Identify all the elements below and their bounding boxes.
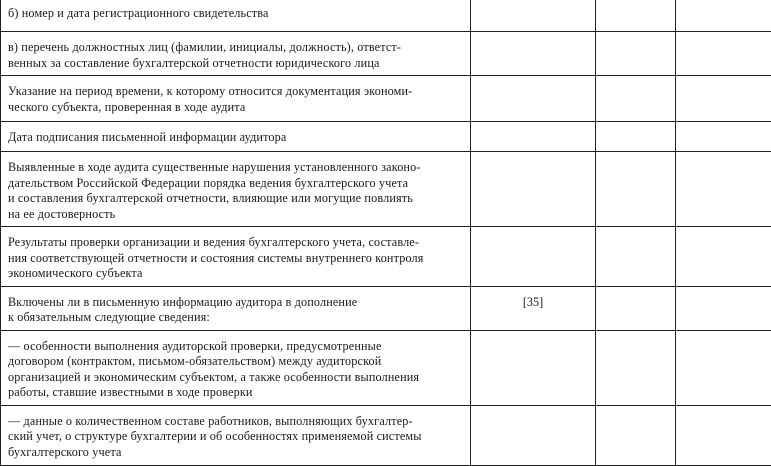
table-row bbox=[1, 286, 771, 330]
table-row bbox=[1, 152, 771, 227]
empty-cell bbox=[596, 76, 676, 122]
empty-cell bbox=[596, 122, 676, 152]
row-description: Указание на период времени, к которому относится документация экономи- ческого субъекта, проверенная в ходе аудита bbox=[1, 76, 471, 122]
table-row bbox=[1, 76, 771, 122]
reference-cell bbox=[471, 122, 596, 152]
reference-cell bbox=[471, 405, 596, 465]
reference-cell bbox=[471, 76, 596, 122]
empty-cell bbox=[676, 122, 771, 152]
table-row bbox=[1, 405, 771, 465]
reference-cell bbox=[471, 330, 596, 405]
row-description: б) номер и дата регистрационного свидетельства bbox=[1, 0, 471, 32]
empty-cell bbox=[676, 227, 771, 287]
empty-cell bbox=[676, 0, 771, 32]
table-row bbox=[1, 227, 771, 287]
row-description: Результаты проверки организации и ведения бухгалтерского учета, составле- ния соответствующей отчетности и состояния системы внутреннего контроля экономического субъекта bbox=[1, 227, 471, 287]
table-row bbox=[1, 0, 771, 32]
empty-cell bbox=[676, 330, 771, 405]
empty-cell bbox=[596, 227, 676, 287]
empty-cell bbox=[596, 0, 676, 32]
empty-cell bbox=[596, 152, 676, 227]
empty-cell bbox=[676, 152, 771, 227]
empty-cell bbox=[676, 286, 771, 330]
empty-cell bbox=[596, 32, 676, 76]
empty-cell bbox=[596, 330, 676, 405]
table-row bbox=[1, 122, 771, 152]
row-description: Включены ли в письменную информацию аудитора в дополнение к обязательным следующие сведения: bbox=[1, 286, 471, 330]
reference-cell bbox=[471, 227, 596, 287]
row-description: — особенности выполнения аудиторской проверки, предусмотренные договором (контрактом, письмом-обязательством) между аудиторской организацией и экономическим субъектом, а также особенности выполнения работы, ставшие известными в ходе проверки bbox=[1, 330, 471, 405]
table-row bbox=[1, 330, 771, 405]
reference-cell bbox=[471, 0, 596, 32]
row-description: в) перечень должностных лиц (фамилии, инициалы, должность), ответст- венных за составление бухгалтерской отчетности юридического лица bbox=[1, 32, 471, 76]
reference-cell bbox=[471, 32, 596, 76]
row-description: Дата подписания письменной информации аудитора bbox=[1, 122, 471, 152]
empty-cell bbox=[676, 32, 771, 76]
row-description: Выявленные в ходе аудита существенные нарушения установленного законо- дательством Российской Федерации порядка ведения бухгалтерского учета и составления бухгалтерской отчетности, влияющие или могущие повлиять на ее достоверность bbox=[1, 152, 471, 227]
row-description: — данные о количественном составе работников, выполняющих бухгалтер- ский учет, о структуре бухгалтерии и об особенностях применяемой системы бухгалтерского учета bbox=[1, 405, 471, 465]
empty-cell bbox=[676, 405, 771, 465]
reference-cell: [35] bbox=[471, 286, 596, 330]
table-row bbox=[1, 32, 771, 76]
empty-cell bbox=[596, 286, 676, 330]
empty-cell bbox=[676, 76, 771, 122]
empty-cell bbox=[596, 405, 676, 465]
reference-cell bbox=[471, 152, 596, 227]
